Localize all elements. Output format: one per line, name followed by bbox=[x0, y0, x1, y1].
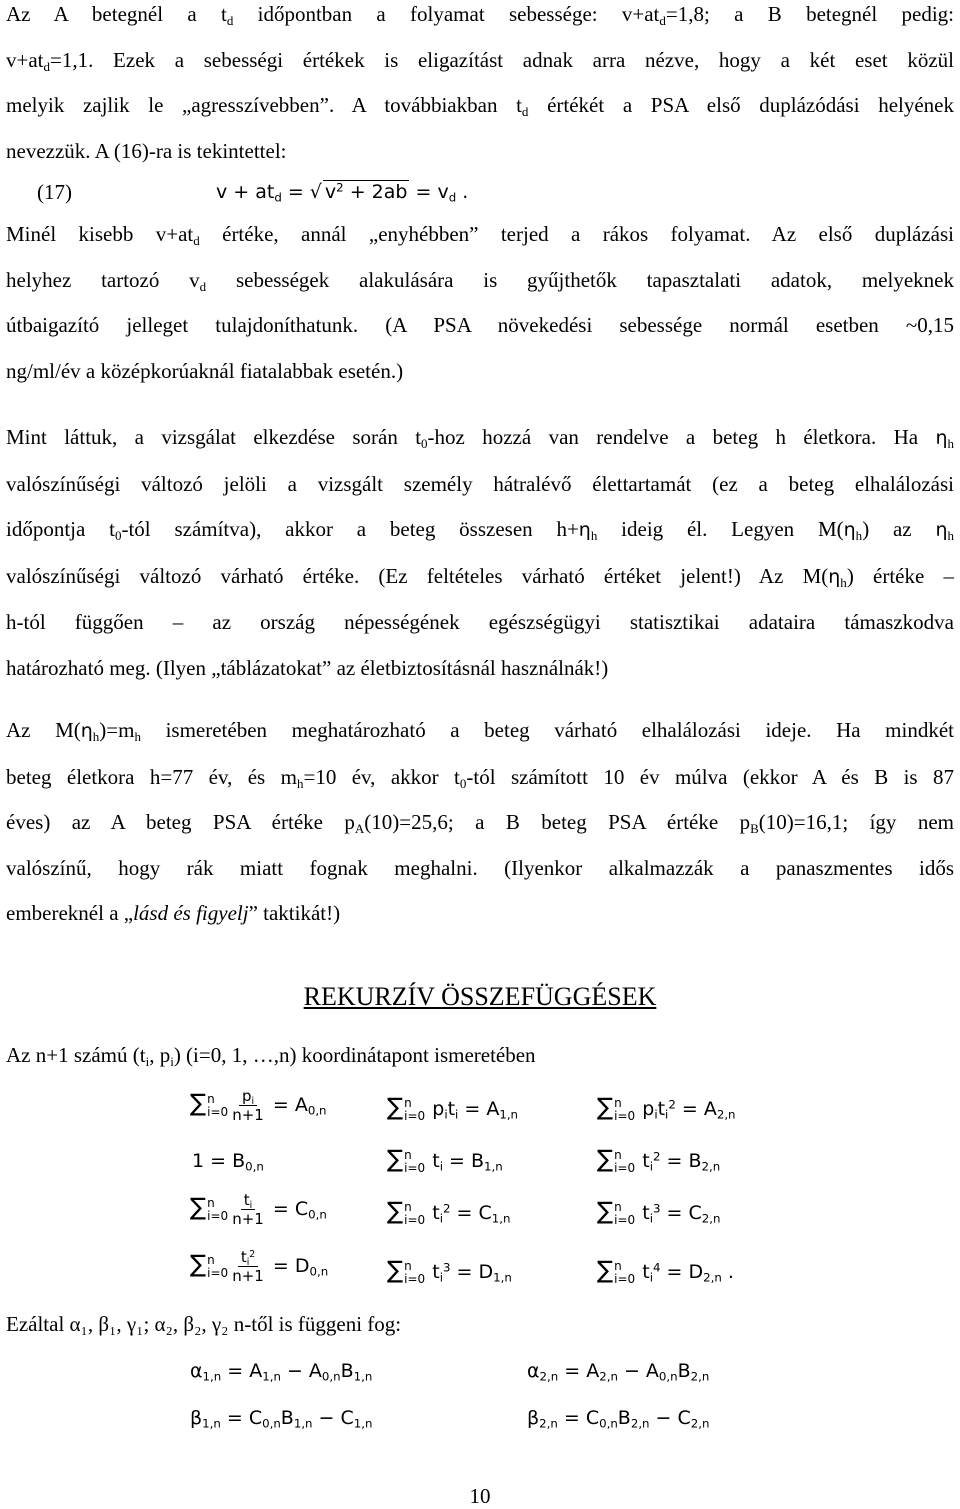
equation-C2: ∑ n i=0 $t_i^3 = C_{2,n}$ bbox=[597, 1197, 721, 1227]
text-line: $v+at_d=1,1$. Ezek a sebességi értékek is eligazítást adnak arra nézve, hogy a két eset közül bbox=[6, 47, 954, 74]
text-line: ng/ml/év a középkorúaknál fiatalabbak esetén.) bbox=[6, 358, 404, 383]
equation-D0: ∑ n i=0 $\frac{t_i^2}{n+1}$ = $D_{0,n}$ bbox=[190, 1248, 329, 1285]
equation-A1: ∑ n i=0 $p_it_i = A_{1,n}$ bbox=[387, 1093, 519, 1123]
text-line: Minél kisebb $v+at_d$ értéke, annál „enyhébben” terjed a rákos folyamat. Az első duplázási bbox=[6, 222, 954, 248]
equation-A0: ∑ n i=0 $\frac{p_i}{n+1}$ = $A_{0,n}$ bbox=[190, 1087, 327, 1124]
equation-D2: ∑ n i=0 $t_i^4 = D_{2,n}$ . bbox=[597, 1256, 734, 1286]
equation-B2: ∑ n i=0 $t_i^2 = B_{2,n}$ bbox=[597, 1145, 721, 1175]
equation-B0: $1 = B_{0,n}$ bbox=[192, 1150, 264, 1174]
text-line: Az n+1 számú ($t_i$, $p_i$) (i=0, 1, …,n) koordinátapont ismeretében bbox=[6, 1043, 536, 1069]
paragraph-doubling bbox=[6, 212, 954, 394]
equation-C0: ∑ n i=0 $\frac{t_i}{n+1}$ = $C_{0,n}$ bbox=[190, 1191, 327, 1228]
equation-C1: ∑ n i=0 $t_i^2 = C_{1,n}$ bbox=[387, 1197, 511, 1227]
text-line: Az $M(\eta_h)=m_h$ ismeretében meghatározható a beteg várható elhalálozási ideje. Ha mindkét bbox=[6, 718, 954, 744]
paragraph-intro bbox=[6, 0, 954, 174]
text-line: beteg életkora h=77 év, és $m_h=10$ év, akkor $t_0$-tól számított 10 év múlva (ekkor A és B is 87 bbox=[6, 764, 955, 791]
paragraph-dependence bbox=[6, 1302, 954, 1348]
section-title: REKURZÍV ÖSSZEFÜGGÉSEK bbox=[303, 982, 657, 1011]
equation-beta1: $\beta_{1,n} = C_{0,n}B_{1,n} - C_{1,n}$ bbox=[190, 1407, 373, 1431]
text-line: melyik zajlik le „agresszívebben”. A továbbiakban $t_d$ értékét a PSA első duplázódási helyének bbox=[6, 93, 954, 119]
text-line: Ezáltal α₁, β₁, γ₁; α₂, β₂, γ₂ n-től is függeni fog: bbox=[6, 1312, 402, 1336]
text-line: határozható meg. (Ilyen „táblázatokat” az életbiztosításnál használnák!) bbox=[6, 655, 609, 680]
paragraph-expected-death bbox=[6, 708, 954, 937]
paragraph-life-expectancy bbox=[6, 415, 954, 691]
text-line: éves) az A beteg PSA értéke $p_A(10)=25,6$; a B beteg PSA értéke $p_B(10)=16,1$; így nem bbox=[6, 810, 954, 836]
text-line: időpontja $t_0$-tól számítva), akkor a beteg összesen $h+\eta_h$ ideig él. Legyen $M(\eta_h)$ az $\eta_h$ bbox=[6, 517, 954, 543]
equation-alpha2: $\alpha_{2,n} = A_{2,n} - A_{0,n}B_{2,n}$ bbox=[527, 1360, 710, 1384]
text-line: valószínűségi változó várható értéke. (Ez feltételes várható értéket jelent!) Az $M(\eta_h)$ értéke – bbox=[6, 563, 954, 590]
text-line: h-tól függően – az ország népességének egészségügyi statisztikai adataira támaszkodva bbox=[6, 610, 954, 634]
text-line: útbaigazító jelleget tulajdoníthatunk. (A PSA növekedési sebessége normál esetben ~0,15 bbox=[6, 313, 954, 337]
text-line: nevezzük. A (16)-ra is tekintettel: bbox=[6, 138, 287, 163]
equation-B1: ∑ n i=0 $t_i = B_{1,n}$ bbox=[387, 1145, 503, 1175]
equation-17: $v + at_d$ = √ $v^2 + 2ab = v_d$ . bbox=[216, 180, 469, 205]
text-line: Az A betegnél a $t_d$ időpontban a folyamat sebessége: $v+at_d=1,8$; a B betegnél pedig: bbox=[6, 2, 954, 28]
equation-alpha1: $\alpha_{1,n} = A_{1,n} - A_{0,n}B_{1,n}$ bbox=[190, 1360, 373, 1384]
text-line: valószínűségi változó jelöli a vizsgált személy hátralévő élettartamát (ez a beteg elhalálozási bbox=[6, 471, 954, 496]
text-line: valószínű, hogy rák miatt fognak meghalni. (Ilyenkor alkalmazzák a panaszmentes idős bbox=[6, 855, 954, 880]
page-number: 10 bbox=[469, 1484, 491, 1508]
equation-number: (17) bbox=[37, 180, 72, 204]
equation-D1: ∑ n i=0 $t_i^3 = D_{1,n}$ bbox=[387, 1256, 512, 1286]
paragraph-points bbox=[6, 1033, 954, 1079]
equation-beta2: $\beta_{2,n} = C_{0,n}B_{2,n} - C_{2,n}$ bbox=[527, 1407, 710, 1431]
equation-A2: ∑ n i=0 $p_it_i^2 = A_{2,n}$ bbox=[597, 1093, 736, 1123]
text-line: helyhez tartozó $v_d$ sebességek alakulására is gyűjthetők tapasztalati adatok, melyeknek bbox=[6, 267, 954, 294]
text-line: embereknél a „lásd és figyelj” taktikát!) bbox=[6, 901, 341, 925]
text-line: Mint láttuk, a vizsgálat elkezdése során $t_0$-hoz hozzá van rendelve a beteg h életkora. Ha $\eta_h$ bbox=[6, 425, 954, 451]
